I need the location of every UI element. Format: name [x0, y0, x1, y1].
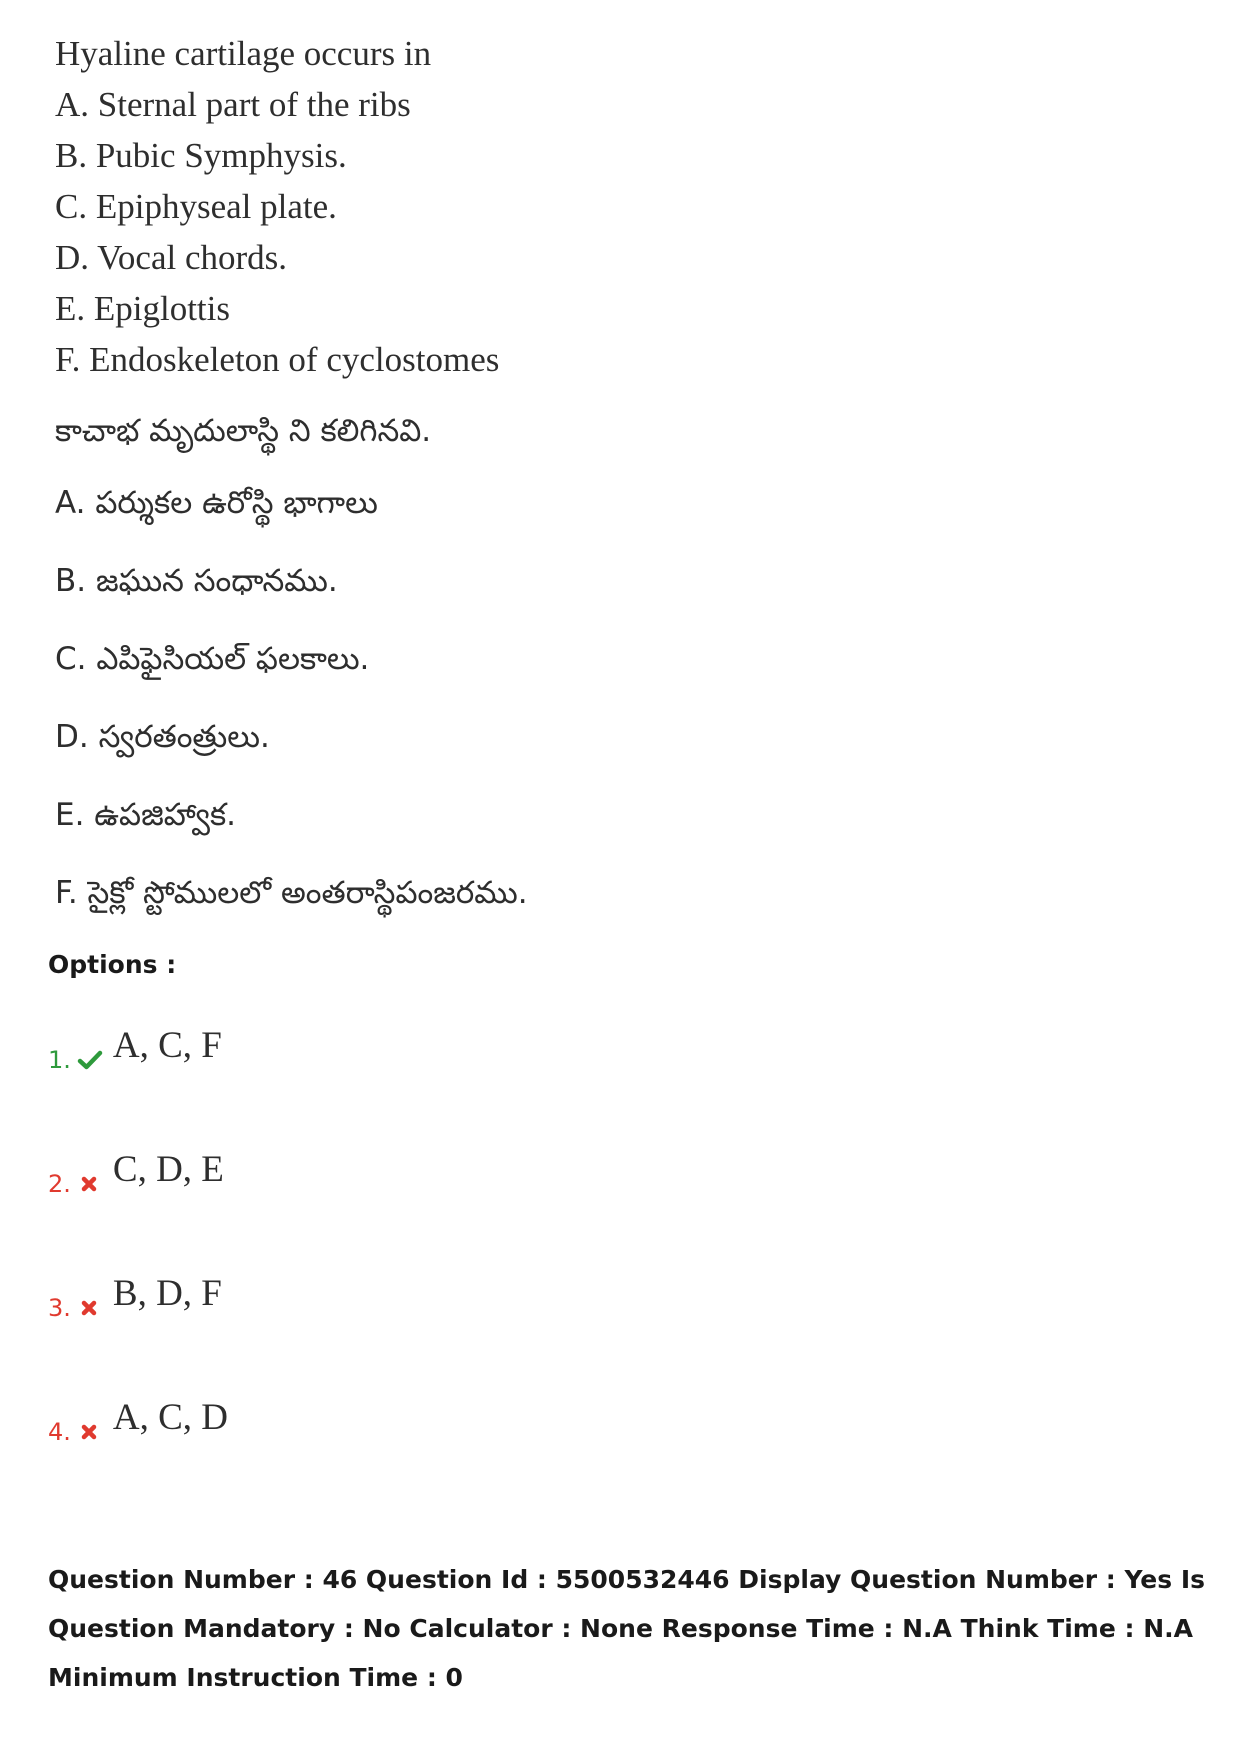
option-text: B, D, F: [112, 1273, 222, 1314]
option-number: 4.: [48, 1418, 71, 1446]
cross-icon: [77, 1296, 103, 1320]
option-text: C, D, E: [112, 1149, 224, 1190]
option-4: [48, 1384, 228, 1444]
question-metadata: Question Number : 46 Question Id : 5500532446 Display Question Number : Yes Is Question Mandatory : No Calculator : None Response Time : N.A Think Time : N.A Minimum Instruction Time : 0: [48, 1565, 1206, 1692]
telugu-statement-a: A. పర్శుకల ఉరోస్థి భాగాలు: [55, 485, 378, 521]
option-number: 1.: [48, 1046, 71, 1074]
option-1: [48, 1012, 222, 1072]
telugu-statement-e: E. ఉపజిహ్వాక.: [55, 797, 236, 833]
option-text: A, C, D: [112, 1397, 229, 1438]
telugu-statement-d: D. స్వరతంత్రులు.: [55, 719, 270, 755]
option-number: 2.: [48, 1170, 71, 1198]
question-stem: Hyaline cartilage occurs in: [55, 34, 432, 73]
check-icon: [77, 1048, 103, 1072]
statement-c: C. Epiphyseal plate.: [55, 187, 337, 226]
cross-icon: [77, 1420, 103, 1444]
telugu-question-stem: కాచాభ మృదులాస్థి ని కలిగినవి.: [55, 413, 432, 449]
statement-e: E. Epiglottis: [55, 289, 230, 328]
statement-d: D. Vocal chords.: [55, 238, 288, 277]
option-3: [48, 1260, 222, 1320]
question-english: [55, 28, 1205, 385]
cross-icon: [77, 1172, 103, 1196]
telugu-statement-c: C. ఎపిఫైసియల్ ఫలకాలు.: [55, 641, 370, 677]
option-number: 3.: [48, 1294, 71, 1322]
telugu-statement-f: F. సైక్లో స్టోములలో అంతరాస్థిపంజరము.: [55, 875, 528, 911]
statement-a: A. Sternal part of the ribs: [55, 85, 411, 124]
option-text: A, C, F: [112, 1025, 222, 1066]
question-telugu: [55, 405, 1205, 945]
option-2: [48, 1136, 224, 1196]
statement-f: F. Endoskeleton of cyclostomes: [55, 340, 500, 379]
options-label: Options :: [48, 950, 177, 979]
statement-b: B. Pubic Symphysis.: [55, 136, 347, 175]
telugu-statement-b: B. జఘున సంధానము.: [55, 563, 338, 599]
